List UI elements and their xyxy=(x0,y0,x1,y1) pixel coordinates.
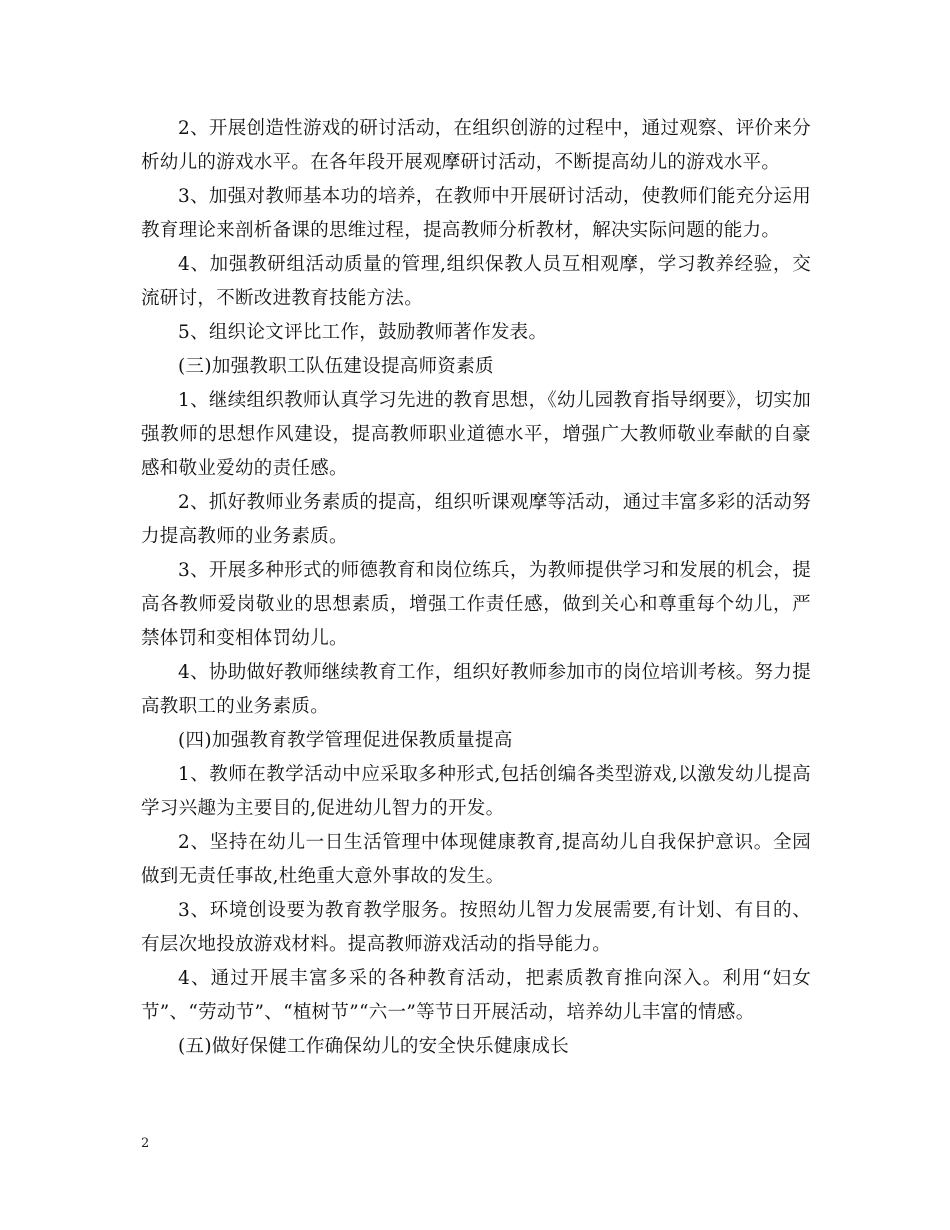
paragraph-staff-2: 2、抓好教师业务素质的提高，组织听课观摩等活动，通过丰富多彩的活动努力提高教师的业务素质。 xyxy=(141,492,811,547)
paragraph-teaching-1: 1、教师在教学活动中应采取多种形式,包括创编各类型游戏,以激发幼儿提高学习兴趣为主要目的,促进幼儿智力的开发。 xyxy=(141,764,811,819)
paragraph-teaching-4: 4、通过开展丰富多采的各种教育活动，把素质教育推向深入。利用“妇女节”、“劳动节”、“植树节”“六一”等节日开展活动，培养幼儿丰富的情感。 xyxy=(141,968,811,1023)
paragraph-teaching-2: 2、坚持在幼儿一日生活管理中体现健康教育,提高幼儿自我保护意识。全园做到无责任事故,杜绝重大意外事故的发生。 xyxy=(141,832,811,887)
section-heading-5: (五)做好保健工作确保幼儿的安全快乐健康成长 xyxy=(178,1036,570,1057)
document-body xyxy=(141,112,811,1064)
paragraph-staff-4: 4、协助做好教师继续教育工作，组织好教师参加市的岗位培训考核。努力提高教职工的业务素质。 xyxy=(141,662,811,717)
paragraph-staff-3: 3、开展多种形式的师德教育和岗位练兵，为教师提供学习和发展的机会，提高各教师爱岗敬业的思想素质，增强工作责任感，做到关心和尊重每个幼儿，严禁体罚和变相体罚幼儿。 xyxy=(141,560,811,649)
paragraph-3-teacher-skills: 3、加强对教师基本功的培养，在教师中开展研讨活动，使教师们能充分运用教育理论来剖析备课的思维过程，提高教师分析教材，解决实际问题的能力。 xyxy=(141,186,811,241)
paragraph-2-game-research: 2、开展创造性游戏的研讨活动，在组织创游的过程中，通过观察、评价来分析幼儿的游戏水平。在各年段开展观摩研讨活动，不断提高幼儿的游戏水平。 xyxy=(141,118,811,173)
paragraph-staff-1: 1、继续组织教师认真学习先进的教育思想，《幼儿园教育指导纲要》，切实加强教师的思想作风建设，提高教师职业道德水平，增强广大教师敬业奉献的自豪感和敬业爱幼的责任感。 xyxy=(141,390,811,479)
section-heading-4: (四)加强教育教学管理促进保教质量提高 xyxy=(178,730,513,751)
paragraph-teaching-3: 3、环境创设要为教育教学服务。按照幼儿智力发展需要,有计划、有目的、有层次地投放游戏材料。提高教师游戏活动的指导能力。 xyxy=(141,900,811,955)
page-number: 2 xyxy=(141,1136,150,1151)
paragraph-5-paper-contest: 5、组织论文评比工作，鼓励教师著作发表。 xyxy=(178,322,548,343)
section-heading-3: (三)加强教职工队伍建设提高师资素质 xyxy=(178,356,494,377)
paragraph-4-research-group: 4、加强教研组活动质量的管理,组织保教人员互相观摩，学习教养经验，交流研讨，不断改进教育技能方法。 xyxy=(141,254,811,309)
